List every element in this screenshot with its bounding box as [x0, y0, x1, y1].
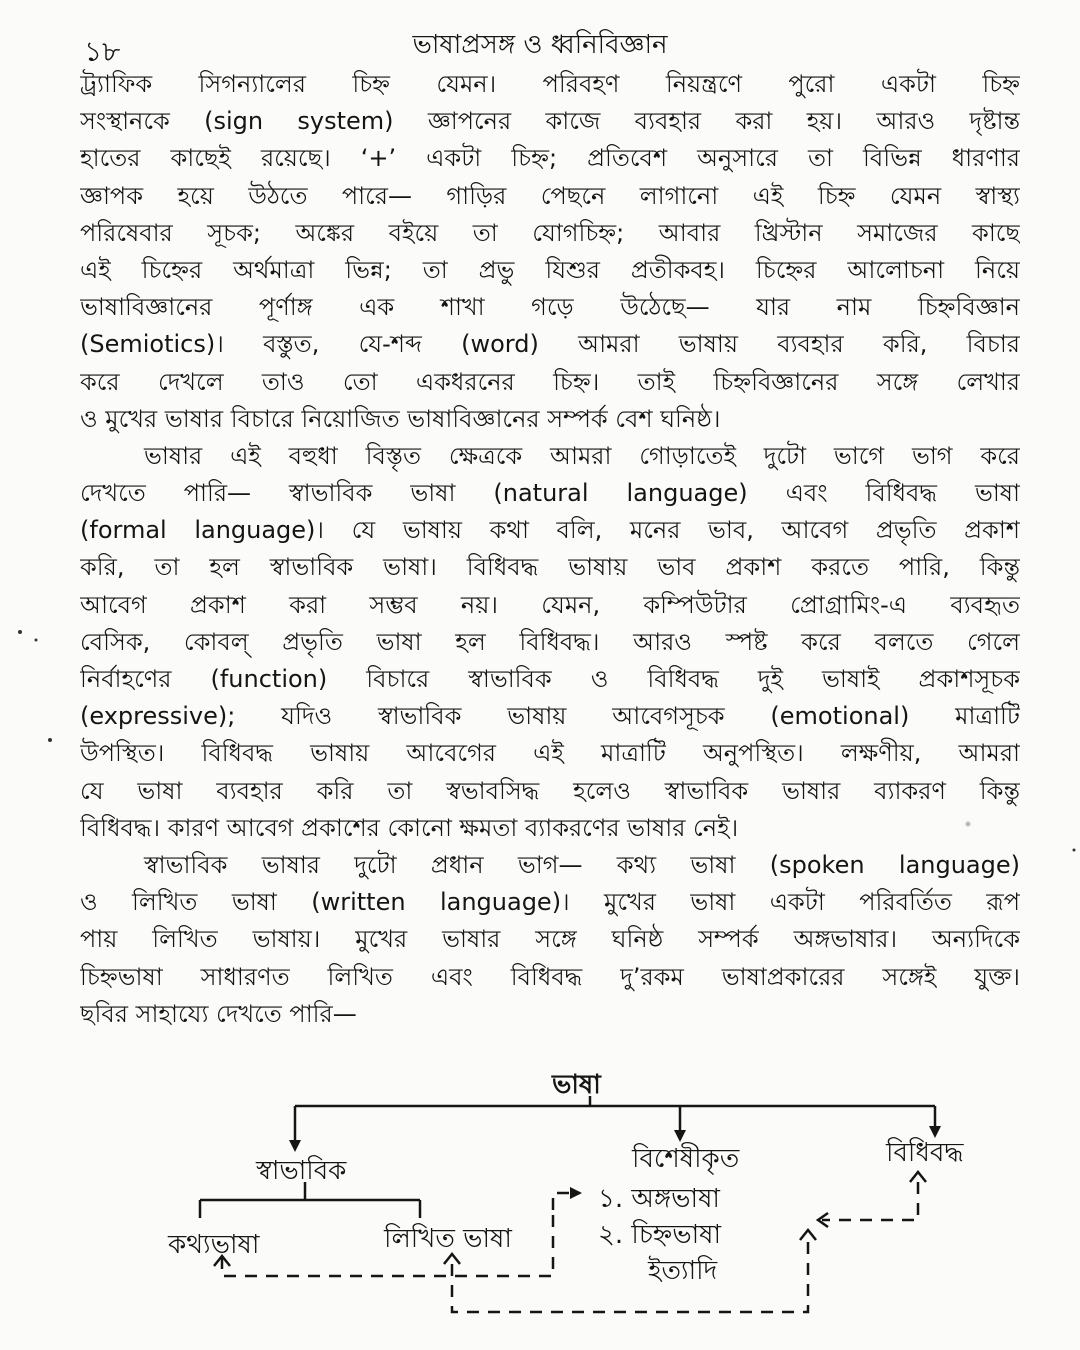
node-written: লিখিত ভাষা [384, 1224, 512, 1254]
node-body-language: ১. অঙ্গভাষা [598, 1184, 720, 1214]
text-line: ছবির সাহায্যে দেখতে পারি— [80, 999, 357, 1028]
text-line: ভাষার এই বহুধা বিস্তৃত ক্ষেত্রকে আমরা গোড়াতেই দুটো ভাগে ভাগ করে [144, 441, 1020, 470]
text-line: স্বাভাবিক ভাষার দুটো প্রধান ভাগ— কথ্য ভাষা (spoken language) [144, 850, 1020, 879]
scan-speck [18, 630, 22, 634]
page-number: ১৮ [84, 35, 121, 68]
text-line: এই চিহ্নের অর্থমাত্রা ভিন্ন; তা প্রভু যিশুর প্রতীকবহ। চিহ্নের আলোচনা নিয়ে [80, 255, 1020, 284]
text-line: ও মুখের ভাষার বিচারে নিয়োজিত ভাষাবিজ্ঞানের সম্পর্ক বেশ ঘনিষ্ঠ। [80, 404, 721, 433]
scan-speck [35, 639, 38, 642]
text-line: পায় লিখিত ভাষায়। মুখের ভাষার সঙ্গে ঘনিষ্ঠ সম্পর্ক অঙ্গভাষার। অন্যদিকে [80, 925, 1020, 954]
text-line: জ্ঞাপক হয়ে উঠতে পারে— গাড়ির পেছনে লাগানো এই চিহ্ন যেমন স্বাস্থ্য [80, 181, 1020, 210]
text-line: (expressive); যদিও স্বাভাবিক ভাষায় আবেগসূচক (emotional) মাত্রাটি [80, 702, 1020, 731]
text-line: করে দেখলে তাও তো একধরনের চিহ্ন। তাই চিহ্নবিজ্ঞানের সঙ্গে লেখার [80, 367, 1020, 396]
node-language: ভাষা [552, 1070, 601, 1100]
text-line: করি, তা হল স্বাভাবিক ভাষা। বিধিবদ্ধ ভাষায় ভাব প্রকাশ করতে পারি, কিন্তু [80, 553, 1020, 582]
node-spoken: কথ্যভাষা [168, 1230, 260, 1260]
node-specialized: বিশেষীকৃত [632, 1144, 740, 1174]
scan-speck [48, 738, 52, 742]
text-line: সংস্থানকে (sign system) জ্ঞাপনের কাজে ব্যবহার করা হয়। আরও দৃষ্টান্ত [80, 107, 1020, 136]
text-line: পরিষেবার সূচক; অঙ্কের বইয়ে তা যোগচিহ্ন; আবার খ্রিস্টান সমাজের কাছে [80, 218, 1020, 247]
node-formal: বিধিবদ্ধ [886, 1138, 964, 1168]
scan-speck [966, 822, 971, 827]
node-sign-language: ২. চিহ্নভাষা [598, 1220, 722, 1250]
text-line: ভাষাবিজ্ঞানের পূর্ণাঙ্গ এক শাখা গড়ে উঠেছে— যার নাম চিহ্নবিজ্ঞান [80, 293, 1020, 322]
text-line: ও লিখিত ভাষা (written language)। মুখের ভাষা একটা পরিবর্তিত রূপ [80, 888, 1020, 917]
text-line: (Semiotics)। বস্তুত, যে-শব্দ (word) আমরা ভাষায় ব্যবহার করি, বিচার [80, 330, 1020, 359]
text-line: দেখতে পারি— স্বাভাবিক ভাষা (natural language) এবং বিধিবদ্ধ ভাষা [80, 479, 1020, 508]
text-line: বেসিক, কোবল্ প্রভৃতি ভাষা হল বিধিবদ্ধ। আরও স্পষ্ট করে বলতে গেলে [80, 627, 1020, 656]
scan-speck [1073, 849, 1076, 852]
text-line: নির্বাহণের (function) বিচারে স্বাভাবিক ও বিধিবদ্ধ দুই ভাষাই প্রকাশসূচক [80, 665, 1020, 693]
text-line: উপস্থিত। বিধিবদ্ধ ভাষায় আবেগের এই মাত্রাটি অনুপস্থিত। লক্ষণীয়, আমরা [80, 739, 1020, 768]
text-line: হাতের কাছেই রয়েছে। ‘+’ একটা চিহ্ন; প্রতিবেশ অনুসারে তা বিভিন্ন ধারণার [80, 144, 1020, 173]
text-line: বিধিবদ্ধ। কারণ আবেগ প্রকাশের কোনো ক্ষমতা ব্যাকরণের ভাষার নেই। [80, 813, 739, 842]
node-natural: স্বাভাবিক [256, 1156, 347, 1186]
text-line: চিহ্নভাষা সাধারণত লিখিত এবং বিধিবদ্ধ দু’রকম ভাষাপ্রকারের সঙ্গেই যুক্ত। [80, 962, 1020, 991]
text-line: ট্র্যাফিক সিগন্যালের চিহ্ন যেমন। পরিবহণ নিয়ন্ত্রণে পুরো একটা চিহ্ন [80, 70, 1020, 98]
text-line: যে ভাষা ব্যবহার করি তা স্বভাবসিদ্ধ হলেও স্বাভাবিক ভাষার ব্যাকরণ কিন্তু [80, 776, 1020, 805]
node-etcetera: ইত্যাদি [648, 1256, 718, 1286]
text-line: (formal language)। যে ভাষায় কথা বলি, মনের ভাব, আবেগ প্রভৃতি প্রকাশ [80, 516, 1020, 545]
text-line: আবেগ প্রকাশ করা সম্ভব নয়। যেমন, কম্পিউটার প্রোগ্রামিং-এ ব্যবহৃত [80, 590, 1020, 619]
running-title: ভাষাপ্রসঙ্গ ও ধ্বনিবিজ্ঞান [412, 30, 668, 60]
